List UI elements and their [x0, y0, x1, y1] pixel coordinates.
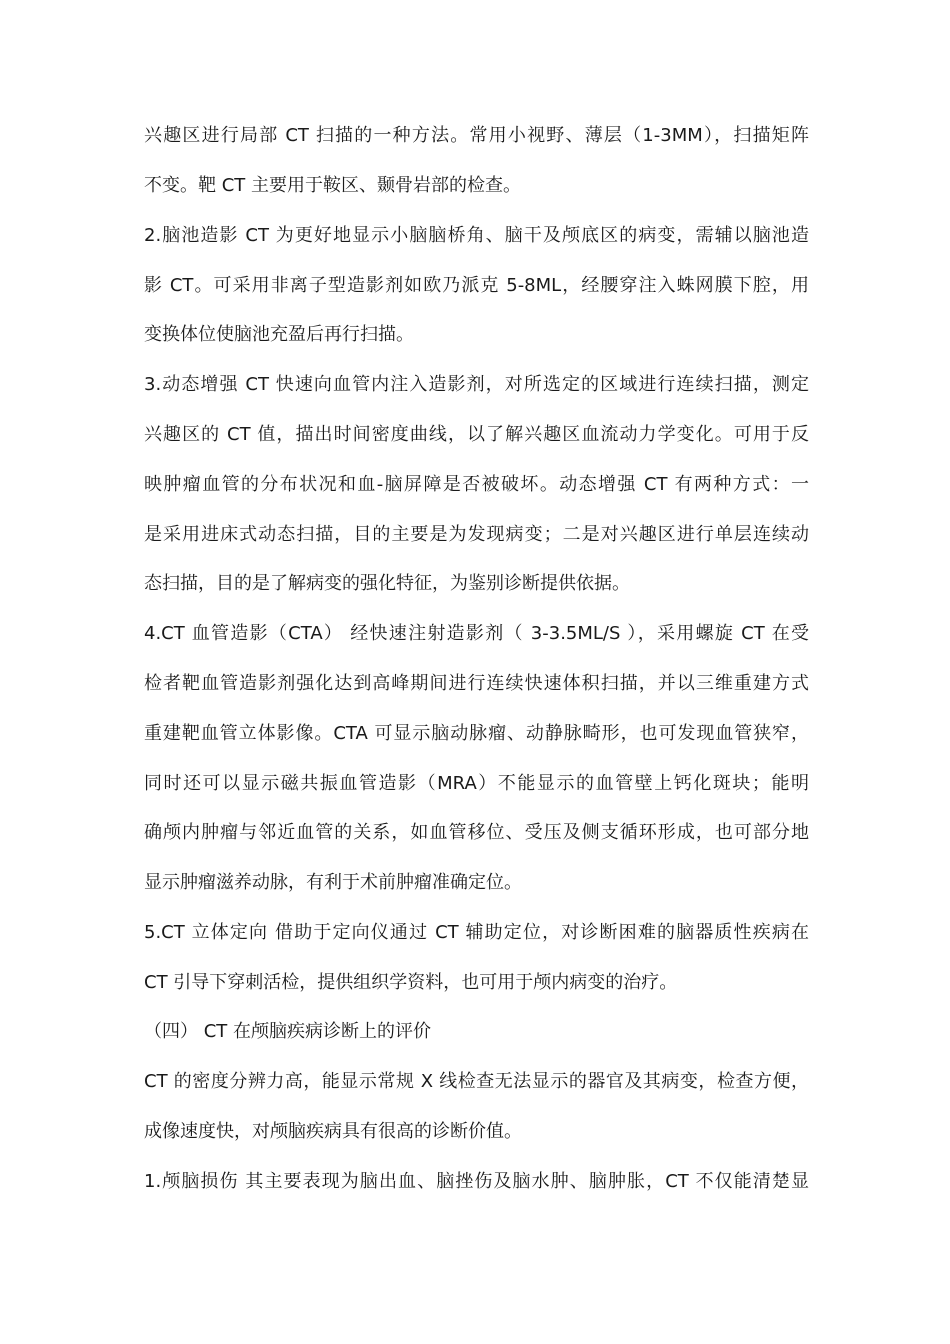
text-line: 确颅内肿瘤与邻近血管的关系，如血管移位、受压及侧支循环形成，也可部分地: [144, 822, 809, 843]
text-line: 1.颅脑损伤 其主要表现为脑出血、脑挫伤及脑水肿、脑肿胀，CT 不仅能清楚显: [144, 1171, 809, 1192]
text-line: 是采用进床式动态扫描，目的主要是为发现病变；二是对兴趣区进行单层连续动: [144, 524, 809, 545]
text-line: 4.CT 血管造影（CTA） 经快速注射造影剂（ 3-3.5ML/S ），采用螺旋 CT 在受: [144, 623, 809, 644]
text-line: 不变。靶 CT 主要用于鞍区、颞骨岩部的检查。: [144, 175, 522, 196]
text-line: 显示肿瘤滋养动脉，有利于术前肿瘤准确定位。: [144, 872, 522, 893]
text-line: CT 引导下穿刺活检，提供组织学资料，也可用于颅内病变的治疗。: [144, 972, 678, 993]
text-line: 态扫描，目的是了解病变的强化特征，为鉴别诊断提供依据。: [144, 573, 630, 594]
text-line: 兴趣区进行局部 CT 扫描的一种方法。常用小视野、薄层（1-3MM），扫描矩阵: [144, 125, 809, 146]
text-line: CT 的密度分辨力高，能显示常规 X 线检查无法显示的器官及其病变，检查方便，: [144, 1071, 809, 1092]
text-line: 变换体位使脑池充盈后再行扫描。: [144, 324, 414, 345]
text-line: 3.动态增强 CT 快速向血管内注入造影剂，对所选定的区域进行连续扫描，测定: [144, 374, 809, 395]
text-line: 重建靶血管立体影像。CTA 可显示脑动脉瘤、动静脉畸形，也可发现血管狭窄，: [144, 723, 809, 744]
text-line: 映肿瘤血管的分布状况和血-脑屏障是否被破坏。动态增强 CT 有两种方式：一: [144, 474, 809, 495]
text-line: 2.脑池造影 CT 为更好地显示小脑脑桥角、脑干及颅底区的病变，需辅以脑池造: [144, 225, 809, 246]
text-line: 检者靶血管造影剂强化达到高峰期间进行连续快速体积扫描，并以三维重建方式: [144, 673, 809, 694]
text-line: 影 CT。可采用非离子型造影剂如欧乃派克 5-8ML，经腰穿注入蛛网膜下腔，用: [144, 275, 809, 296]
section-heading: （四） CT 在颅脑疾病诊断上的评价: [144, 1021, 432, 1042]
text-line: 5.CT 立体定向 借助于定向仪通过 CT 辅助定位，对诊断困难的脑器质性疾病在: [144, 922, 809, 943]
text-line: 同时还可以显示磁共振血管造影（MRA）不能显示的血管壁上钙化斑块；能明: [144, 773, 809, 794]
text-line: 兴趣区的 CT 值，描出时间密度曲线，以了解兴趣区血流动力学变化。可用于反: [144, 424, 809, 445]
text-line: 成像速度快，对颅脑疾病具有很高的诊断价值。: [144, 1121, 522, 1142]
